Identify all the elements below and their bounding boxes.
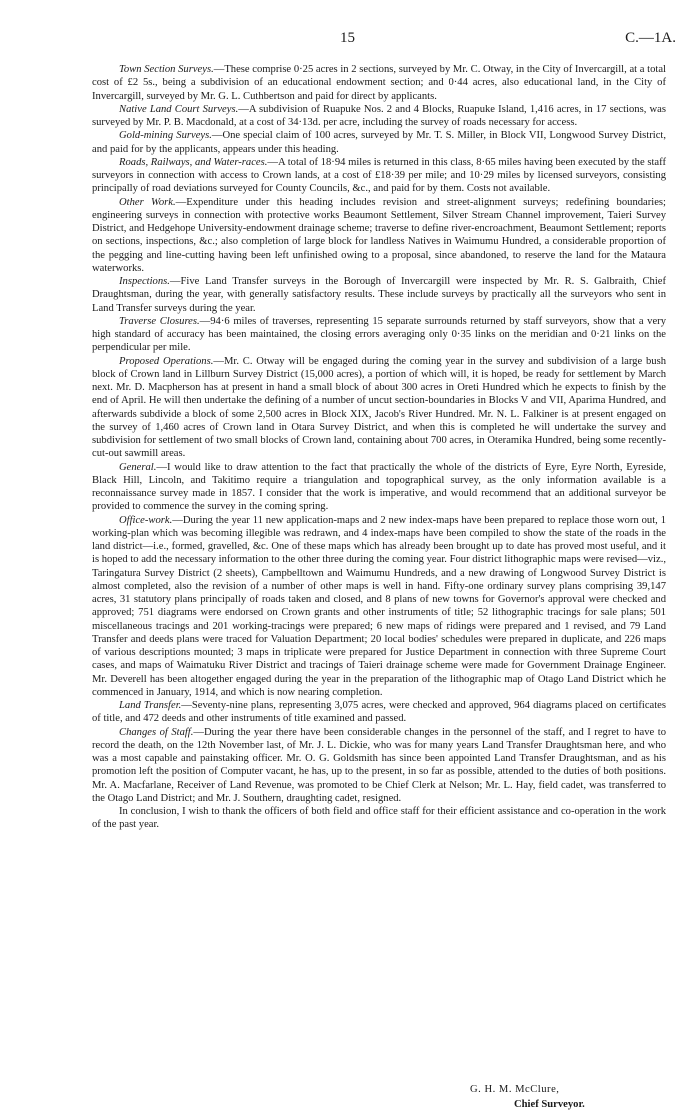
paragraph-heading: Office-work.: [119, 514, 173, 526]
paragraph-text: —One special claim of 100 acres, surveyed by Mr. T. S. Miller, in Block VII, Longwood Survey District, and paid for by the applicants, appears under this heading.: [92, 130, 666, 155]
report-body: [92, 63, 666, 832]
paragraph-text: —During the year 11 new application-maps and 2 new index-maps have been prepared to replace those worn out, 1 working-plan which was becoming illegible was redrawn, and 4 index-maps have been compiled to show the state of the roads in the land district—i.e., formed, gravelled, &c. One of these maps which has already been brought up to date has proved most useful, and it is hoped to add the necessary information to the other three during the coming year. Four district lithographic maps were revised—viz., Taringatura Survey District (2 sheets), Campbelltown and Waimumu Hundreds, and a new drawing of Longwood Survey District is almost completed, also the revision of a number of other maps is well in hand. Fifty-one ordinary survey plans comprising 39,147 acres, 31 statutory plans principally of roads taken and closed, and 8 plans of new towns for Governor's approval were checked and approved; 751 diagrams were endorsed on Crown grants and other instruments of title; 52 lithographic tracings for sale plans; 501 miscellaneous tracings and 201 working-tracings were prepared; 6 new maps of ridings were prepared and 1 revised, and 79 Land Transfer and deeds plans were traced for Valuation Department; 20 local bodies' schedules were prepared in duplicate, and 226 maps of various descriptions mounted; 3 maps in triplicate were prepared for Justice Department in connection with three Supreme Court cases, and maps of Waimatuku River District and tracings of Taieri drainage scheme were made for Government Drainage Engineer. Mr. Deverell has been altogether engaged during the year in the preparation of the lithographic map of Otago Land District which he commenced in January, 1914, and which is now nearing completion.: [92, 514, 666, 698]
paragraph-land-transfer: [92, 699, 666, 726]
paragraph-heading: Native Land Court Surveys.: [119, 103, 239, 115]
paragraph-heading: Traverse Closures.: [119, 315, 200, 327]
paragraph-text: —During the year there have been considerable changes in the personnel of the staff, and I regret to have to record the death, on the 12th November last, of Mr. J. L. Dickie, who was for many years Land Transfer Draughtsman here, and who was a most capable and painstaking officer. Mr. O. G. Goldsmith has since been appointed Land Transfer Draughtsman, and as his promotion left the position of Computer vacant, he has, up to the present, in so far as possible, attended to the duties of both positions. Mr. A. Macfarlane, Receiver of Land Revenue, was promoted to be Chief Clerk at Nelson; Mr. L. Hay, field cadet, was transferred to the Otago Land District; and Mr. J. Southern, draughting cadet, resigned.: [92, 726, 666, 804]
paragraph-general: [92, 461, 666, 514]
paragraph-heading: Changes of Staff.: [119, 726, 194, 738]
paragraph-traverse-closures: [92, 315, 666, 355]
paragraph-text: —A total of 18·94 miles is returned in this class, 8·65 miles having been executed by the staff surveyors in connection with access to Crown lands, at a cost of £18·39 per mile; and 10·29 miles by licensed surveyors, consisting principally of road deviations surveyed for County Councils, &c., and paid for by them. Costs not available.: [92, 156, 666, 195]
paragraph-text: —94·6 miles of traverses, representing 15 separate surrounds returned by staff surveyors, show that a very high standard of accuracy has been maintained, the closing errors averaging only 0·35 links on the meridian and 0·21 links on the perpendicular per mile.: [92, 315, 666, 354]
paragraph-heading: General.: [119, 461, 157, 473]
signatory-name: G. H. M. McClure,: [470, 1084, 560, 1095]
signatory-title: Chief Surveyor.: [514, 1099, 585, 1110]
paragraph-gold-mining-surveys: [92, 129, 666, 156]
paragraph-heading: Other Work.: [119, 196, 176, 208]
paragraph-changes-of-staff: [92, 726, 666, 806]
paragraph-conclusion: [92, 805, 666, 832]
paragraph-heading: Inspections.: [119, 276, 170, 287]
paragraph-heading: Land Transfer.: [119, 700, 182, 711]
paragraph-text: —I would like to draw attention to the fact that practically the whole of the districts of Eyre, Eyre North, Eyreside, Black Hill, Lincoln, and Takitimo require a triangulation and topographical survey, as the only information available is a reconnaissance survey made in 1857. I consider that the work is imperative, and would recommend that an additional surveyor be provided to commence the survey in the coming spring.: [92, 461, 666, 513]
paragraph-office-work: [92, 514, 666, 700]
paragraph-heading: Town Section Surveys.: [119, 64, 214, 75]
page-header: [0, 30, 700, 50]
paragraph-proposed-operations: [92, 355, 666, 461]
paragraph-text: In conclusion, I wish to thank the officers of both field and office staff for their efficient assistance and co-operation in the work of the past year.: [92, 806, 666, 831]
paragraph-text: —Expenditure under this heading includes revision and street-alignment surveys; redefining boundaries; engineering surveys in connection with protective works Beaumont Settlement, Silver Stream Channel improvement, Taieri Survey District, and Hedgehope University-endowment drainage scheme; traverse to define river-encroachment, Beaumont Settlement; reports on sections, inspections, &c.; also completion of large block for landless Natives in Waimumu Hundred, a considerable proportion of the pegging and line-cutting having been left unfinished owing to a proposal, since abandoned, to reserve the land for the Mataura waterworks.: [92, 196, 666, 274]
paragraph-roads-railways-water-races: [92, 156, 666, 196]
paragraph-heading: Gold-mining Surveys.: [119, 130, 212, 142]
paragraph-native-land-court-surveys: [92, 103, 666, 130]
document-reference: C.—1A.: [625, 30, 676, 46]
paragraph-heading: Roads, Railways, and Water-races.: [119, 156, 268, 168]
paragraph-inspections: [92, 275, 666, 315]
paragraph-text: —These comprise 0·25 acres in 2 sections, surveyed by Mr. C. Otway, in the City of Invercargill, at a total cost of £2 5s., being a subdivision of an educational endowment section; and 0·44 acres, also educational land, in the City of Invercargill, surveyed by Mr. G. L. Cuthbertson and paid for direct by applicants.: [92, 64, 666, 102]
paragraph-text: —Five Land Transfer surveys in the Borough of Invercargill were inspected by Mr. R. S. Galbraith, Chief Draughtsman, during the year, with generally satisfactory results. These include surveys by practically all the surveyors who sent in Land Transfer surveys during the year.: [92, 276, 666, 314]
paragraph-text: —A subdivision of Ruapuke Nos. 2 and 4 Blocks, Ruapuke Island, 1,416 acres, in 17 sections, was surveyed by Mr. P. B. Macdonald, at a cost of 34·13d. per acre, including the survey of roads necessary for access.: [92, 103, 666, 128]
signature-block: [470, 1082, 670, 1112]
paragraph-heading: Proposed Operations.: [119, 355, 214, 367]
page-number: 15: [340, 30, 355, 46]
paragraph-text: —Seventy-nine plans, representing 3,075 acres, were checked and approved, 964 diagrams placed on certificates of title, and 472 deeds and other instruments of title examined and passed.: [92, 700, 666, 725]
paragraph-text: —Mr. C. Otway will be engaged during the coming year in the survey and subdivision of a large bush block of Crown land in Lillburn Survey District (15,000 acres), a portion of which will, it is hoped, be ready for settlement by March next. Mr. D. Macpherson has at present in hand a small block of about 300 acres in Oreti Hundred which he expects to finish by the end of April. He will then undertake the defining of a number of uncut section-boundaries in Blocks V and VII, Aparima Hundred, and afterwards subdivide a block of some 2,500 acres in Block XIX, Jacob's River Hundred. Mr. N. L. Falkiner is at present engaged on the survey of 1,460 acres of Crown land in Otara Survey District, and when this is completed he will undertake the survey and subdivision for settlement of two small blocks of Crown land, containing about 700 acres, in Oteramika Hundred, being some recently-cut-out sawmill areas.: [92, 355, 667, 460]
paragraph-town-section-surveys: [92, 63, 666, 103]
paragraph-other-work: [92, 196, 666, 276]
